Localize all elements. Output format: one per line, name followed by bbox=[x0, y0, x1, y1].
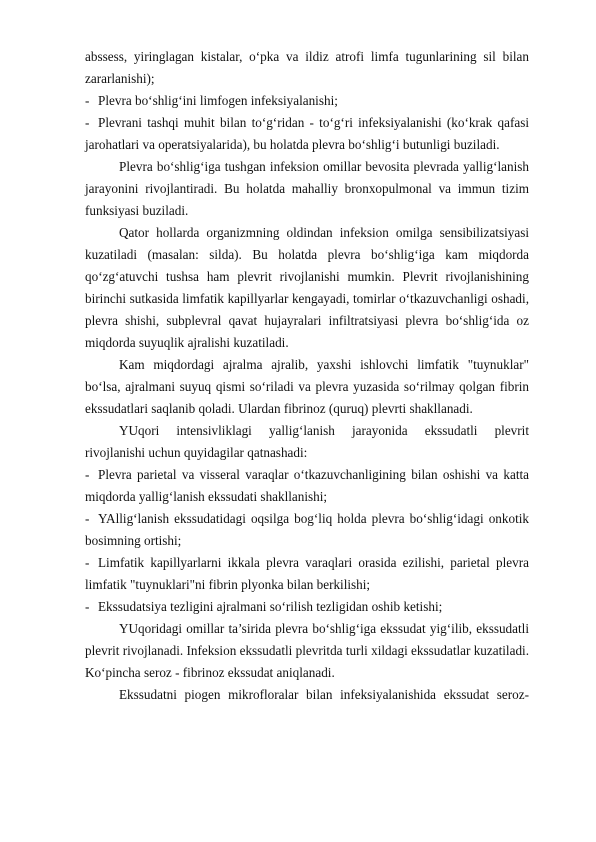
list-dash: - bbox=[85, 115, 90, 130]
list-item-text: Ekssudatsiya tezligini ajralmani so‘rilish tezligidan oshib ketishi; bbox=[98, 599, 443, 614]
list-item bbox=[85, 90, 529, 112]
list-dash: - bbox=[85, 467, 90, 482]
list-item-text: Plevrani tashqi muhit bilan to‘g‘ridan - to‘g‘ri infeksiyalanishi (ko‘krak qafasi jarohatlari va operatsiyalarida), bu holatda plevra bo‘shlig‘i butunligi buziladi. bbox=[85, 115, 529, 152]
list-item bbox=[85, 596, 529, 618]
list-dash: - bbox=[85, 599, 90, 614]
list-item-text: Limfatik kapillyarlarni ikkala plevra varaqlari orasida ezilishi, parietal plevra limfatik "tuynuklari"ni fibrin plyonka bilan berkilishi; bbox=[85, 555, 529, 592]
list-dash: - bbox=[85, 511, 90, 526]
list-item-text: Plevra bo‘shlig‘ini limfogen infeksiyalanishi; bbox=[98, 93, 338, 108]
paragraph-continuation: rivojlanishi uchun quyidagilar qatnashadi: bbox=[85, 445, 308, 460]
paragraph: Qator hollarda organizmning oldindan infeksion omilga sensibilizatsiyasi kuzatiladi (masalan: silda). Bu holatda plevra bo‘shlig‘iga kam miqdorda qo‘zg‘atuvchi tushsa ham plevrit rivojlanishi mumkin. Plevrit rivojlanishining birinchi sutkasida limfatik kapillyarlar kengayadi, tomirlar o‘tkazuvchanligi oshadi, plevra shishi, subplevral qavat hujayralari infiltratsiyasi plevra bo‘shlig‘ida oz miqdorda suyuqlik ajralishi kuzatiladi. bbox=[85, 225, 529, 350]
paragraph: YUqoridagi omillar ta’sirida plevra bo‘shlig‘iga ekssudat yig‘ilib, ekssudatli plevrit rivojlanadi. Infeksion ekssudatli plevritda turli xildagi ekssudatlar kuzatiladi. Ko‘pincha seroz - fibrinoz ekssudat aniqlanadi. bbox=[85, 621, 529, 680]
list-item bbox=[85, 552, 529, 596]
list-item bbox=[85, 112, 529, 156]
list-item-text: YAllig‘lanish ekssudatidagi oqsilga bog‘liq holda plevra bo‘shlig‘idagi onkotik bosimning ortishi; bbox=[85, 511, 529, 548]
list-dash: - bbox=[85, 93, 90, 108]
document-page bbox=[85, 46, 529, 706]
paragraph: Kam miqdordagi ajralma ajralib, yaxshi ishlovchi limfatik "tuynuklar" bo‘lsa, ajralmani suyuq qismi so‘riladi va plevra yuzasida so‘rilmay qolgan fibrin ekssudatlari saqlanib qoladi. Ulardan fibrinoz (quruq) plevrti shakllanadi. bbox=[85, 357, 529, 416]
list-item bbox=[85, 464, 529, 508]
paragraph-continuation: abssess, yiringlagan kistalar, o‘pka va ildiz atrofi limfa tugunlarining sil bilan zararlanishi); bbox=[85, 49, 529, 86]
paragraph: YUqori intensivliklagi yallig‘lanish jarayonida ekssudatli plevrit bbox=[119, 423, 529, 438]
list-item-text: Plevra parietal va visseral varaqlar o‘tkazuvchanligining bilan oshishi va katta miqdorda yallig‘lanish ekssudati shakllanishi; bbox=[85, 467, 529, 504]
paragraph: Plevra bo‘shlig‘iga tushgan infeksion omillar bevosita plevrada yallig‘lanish jarayonini rivojlantiradi. Bu holatda mahalliy bronxopulmonal va immun tizim funksiyasi buziladi. bbox=[85, 159, 529, 218]
list-item bbox=[85, 508, 529, 552]
list-dash: - bbox=[85, 555, 90, 570]
paragraph: Ekssudatni piogen mikrofloralar bilan infeksiyalanishida ekssudat seroz- bbox=[119, 687, 529, 702]
